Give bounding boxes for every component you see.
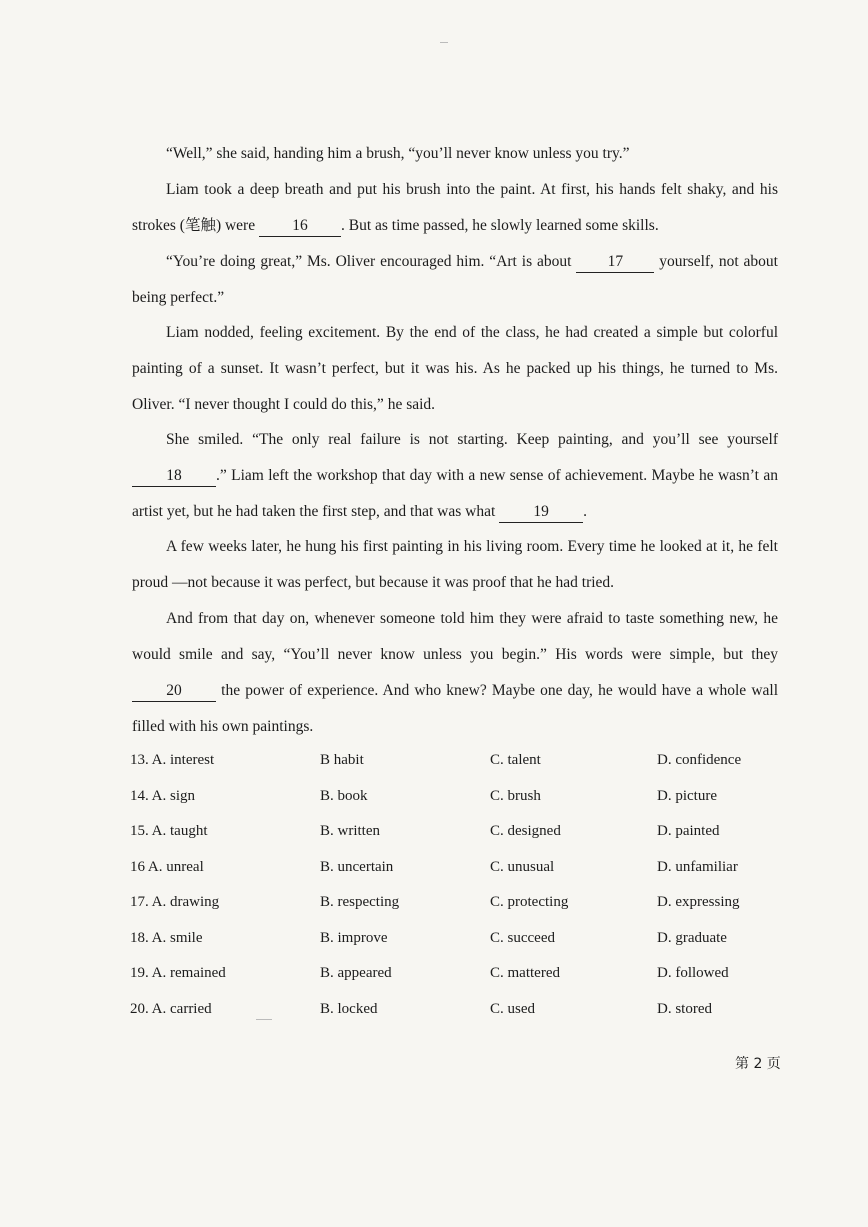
option-d: D. picture (657, 787, 717, 804)
option-b: B. appeared (320, 965, 392, 981)
option-b: B. locked (320, 1000, 378, 1017)
option-b: B. respecting (320, 894, 400, 910)
option-row (130, 886, 780, 922)
passage-paragraph-1: “Well,” she said, handing him a brush, “you’ll never know unless you try.” (166, 145, 630, 162)
option-row (130, 780, 780, 816)
option-row (130, 851, 780, 887)
option-row (130, 957, 780, 993)
passage-paragraph-2: Liam took a deep breath and put his brush into the paint. At first, his hands felt shaky, and his strokes (笔触) were 16 . But as time passed, he slowly learned some skills. (132, 172, 778, 244)
option-row (130, 815, 780, 851)
option-b: B. improve (320, 929, 388, 946)
passage-paragraph-4: Liam nodded, feeling excitement. By the end of the class, he had created a simple but colorful painting of a sunset. It wasn’t perfect, but it was his. As he packed up his things, he turned to Ms. Oliver. “I never thought I could do this,” he said. (132, 324, 778, 413)
option-d: D. graduate (657, 929, 727, 946)
blank-20: 20 (132, 681, 216, 702)
option-d: D. confidence (657, 752, 742, 768)
option-d: D. unfamiliar (657, 858, 738, 875)
blank-18: 18 (132, 466, 216, 487)
option-a: 20. A. carried (130, 1000, 212, 1017)
option-c: C. unusual (490, 858, 555, 875)
option-row (130, 922, 780, 958)
option-a: 19. A. remained (130, 965, 226, 981)
option-c: C. mattered (490, 965, 560, 981)
option-a: 13. A. interest (130, 752, 215, 768)
option-a: 18. A. smile (130, 929, 203, 946)
option-b: B. book (320, 787, 368, 804)
page-number: 第 2 页 (735, 1056, 781, 1072)
blank-17: 17 (576, 252, 654, 273)
option-b: B. written (320, 823, 380, 839)
option-c: C. talent (490, 752, 541, 768)
option-c: C. protecting (490, 894, 569, 910)
option-d: D. followed (657, 965, 729, 981)
option-c: C. used (490, 1000, 535, 1017)
blank-16: 16 (259, 216, 341, 237)
option-a: 14. A. sign (130, 787, 196, 804)
blank-19: 19 (499, 502, 583, 523)
option-row (130, 993, 780, 1029)
passage-paragraph-7: And from that day on, whenever someone told him they were afraid to taste something new, he would smile and say, “You’ll never know unless you begin.” His words were simple, but they 20 the power of experience. And who knew? Maybe one day, he would have a whole wall filled with his own paintings. (132, 610, 778, 735)
scan-speck (440, 42, 448, 43)
option-row (130, 744, 780, 780)
option-d: D. stored (657, 1000, 712, 1017)
option-c: C. designed (490, 823, 561, 839)
option-a: 17. A. drawing (130, 894, 220, 910)
option-a: 16 A. unreal (130, 858, 204, 875)
option-b: B. uncertain (320, 858, 394, 875)
option-c: C. succeed (490, 929, 555, 946)
scan-speck (256, 1019, 272, 1020)
passage-paragraph-6: A few weeks later, he hung his first painting in his living room. Every time he looked at it, he felt proud —not because it was perfect, but because it was proof that he had tried. (132, 538, 778, 591)
answer-options (130, 744, 780, 1028)
option-a: 15. A. taught (130, 823, 208, 839)
option-d: D. painted (657, 823, 720, 839)
option-c: C. brush (490, 787, 541, 804)
passage-paragraph-3: “You’re doing great,” Ms. Oliver encouraged him. “Art is about 17 yourself, not about being perfect.” (132, 253, 778, 306)
option-d: D. expressing (657, 894, 740, 910)
option-b: B habit (320, 752, 364, 768)
passage-paragraph-5: She smiled. “The only real failure is not starting. Keep painting, and you’ll see yourself 18 .” Liam left the workshop that day with a new sense of achievement. Maybe he wasn’t an artist yet, but he had taken the first step, and that was what 19 . (132, 422, 778, 530)
